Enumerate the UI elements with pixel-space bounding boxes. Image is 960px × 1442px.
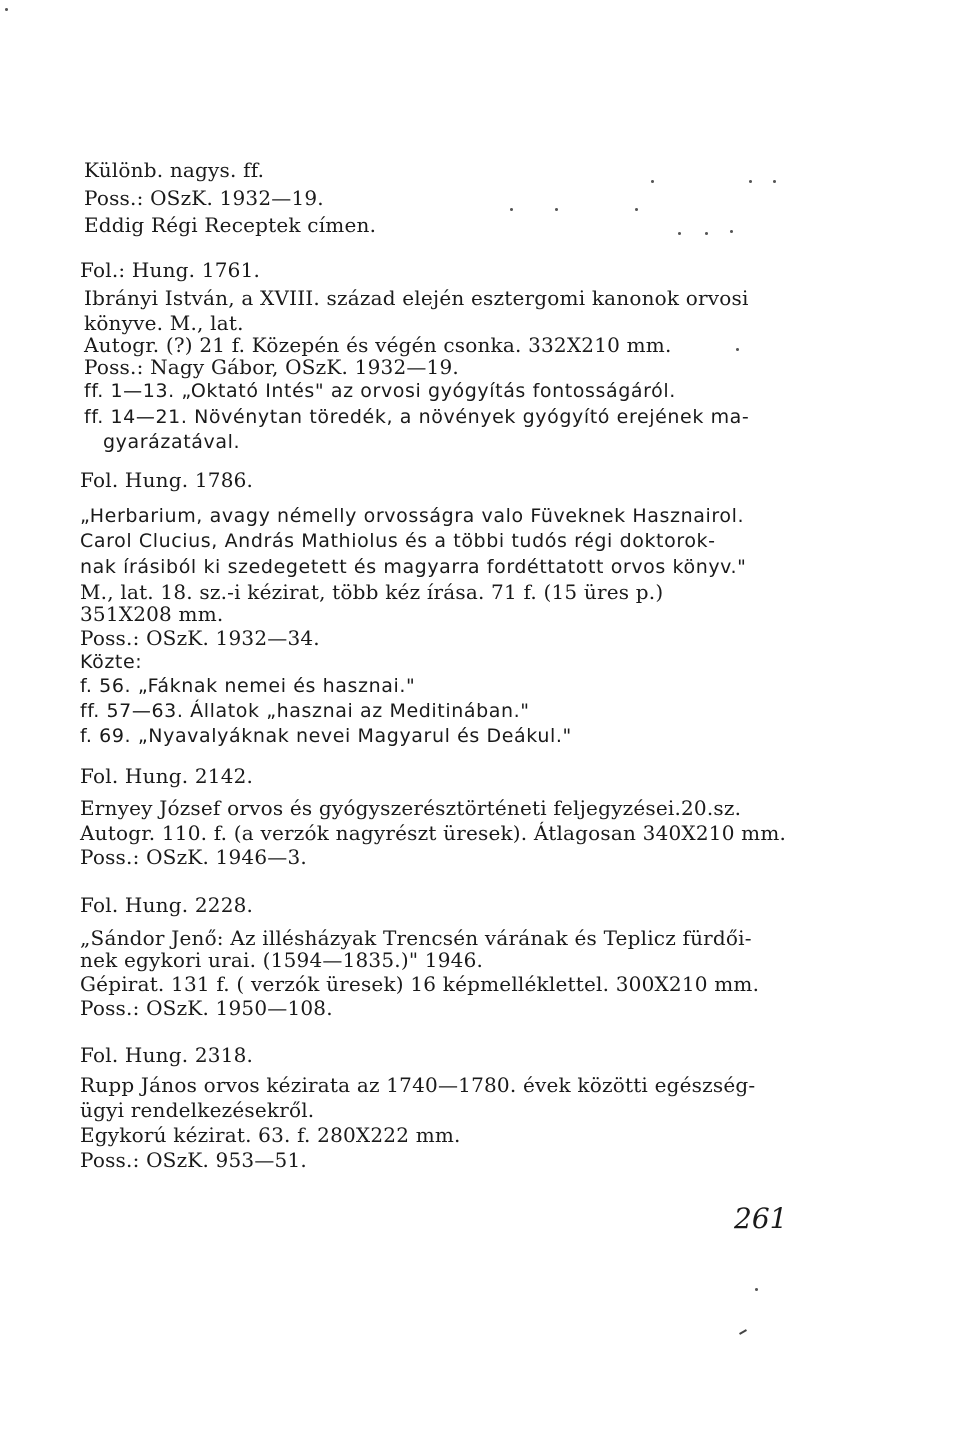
text-line: „Herbarium, avagy némelly orvosságra valo Füveknek Hasznairol. (80, 505, 745, 527)
scan-speck (773, 180, 776, 183)
text-line: Különb. nagys. ff. (84, 158, 265, 182)
scan-speck (730, 230, 733, 233)
text-line: Közte: (80, 651, 143, 673)
text-line: Poss.: OSzK. 1932—34. (80, 626, 320, 650)
text-line: ff. 14—21. Növénytan töredék, a növények gyógyító erejének ma- (84, 406, 750, 428)
scan-speck (755, 1288, 758, 1291)
scan-speck (635, 208, 638, 211)
text-line: „Sándor Jenő: Az illésházyak Trencsén várának és Teplicz fürdői- (80, 926, 752, 950)
text-line: 351X208 mm. (80, 602, 224, 626)
text-line: Gépirat. 131 f. ( verzók üresek) 16 képmelléklettel. 300X210 mm. (80, 972, 760, 996)
scan-speck (510, 208, 513, 211)
text-line: f. 56. „Fáknak nemei és hasznai." (80, 675, 416, 697)
scan-speck (555, 208, 558, 211)
text-line: Egykorú kézirat. 63. f. 280X222 mm. (80, 1123, 461, 1147)
text-line: f. 69. „Nyavalyáknak nevei Magyarul és Deákul." (80, 725, 572, 747)
scan-speck (678, 232, 681, 235)
text-line: könyve. M., lat. (84, 311, 244, 335)
text-line: nak írásiból ki szedegetett és magyarra fordéttatott orvos könyv." (80, 556, 747, 578)
text-line: Poss.: Nagy Gábor, OSzK. 1932—19. (84, 355, 459, 379)
text-line: M., lat. 18. sz.-i kézirat, több kéz írása. 71 f. (15 üres p.) (80, 580, 664, 604)
scan-speck (736, 348, 739, 351)
text-line: Poss.: OSzK. 953—51. (80, 1148, 307, 1172)
text-line: ff. 1—13. „Oktató Intés" az orvosi gyógyítás fontosságáról. (84, 380, 676, 402)
scan-speck (651, 180, 654, 183)
text-line: Fol. Hung. 2318. (80, 1043, 254, 1067)
text-line: ff. 57—63. Állatok „hasznai az Meditinában." (80, 700, 530, 722)
text-line: Fol. Hung. 1786. (80, 468, 254, 492)
text-line: Rupp János orvos kézirata az 1740—1780. évek közötti egészség- (80, 1073, 756, 1097)
text-line: Fol. Hung. 2228. (80, 893, 254, 917)
page-number: 261 (734, 1202, 788, 1235)
text-line: Poss.: OSzK. 1950—108. (80, 996, 333, 1020)
text-line: Autogr. (?) 21 f. Közepén és végén csonka. 332X210 mm. (84, 333, 672, 357)
text-line: Ernyey József orvos és gyógyszerésztörténeti feljegyzései.20.sz. (80, 796, 742, 820)
text-line: Poss.: OSzK. 1932—19. (84, 186, 324, 210)
text-line: Fol. Hung. 2142. (80, 764, 254, 788)
text-line: Carol Clucius, András Mathiolus és a többi tudós régi doktorok- (80, 530, 716, 552)
text-line: gyarázatával. (103, 431, 241, 453)
text-line: Poss.: OSzK. 1946—3. (80, 845, 307, 869)
text-line: Fol.: Hung. 1761. (80, 258, 261, 282)
text-line: Ibrányi István, a XVIII. század elején esztergomi kanonok orvosi (84, 286, 749, 310)
scan-speck (5, 8, 8, 11)
scan-mark (739, 1329, 747, 1335)
text-line: Autogr. 110. f. (a verzók nagyrészt üresek). Átlagosan 340X210 mm. (80, 821, 787, 845)
scan-speck (749, 180, 752, 183)
text-line: Eddig Régi Receptek címen. (84, 213, 377, 237)
text-line: ügyi rendelkezésekről. (80, 1098, 315, 1122)
text-line: nek egykori urai. (1594—1835.)" 1946. (80, 948, 484, 972)
scan-speck (705, 232, 708, 235)
